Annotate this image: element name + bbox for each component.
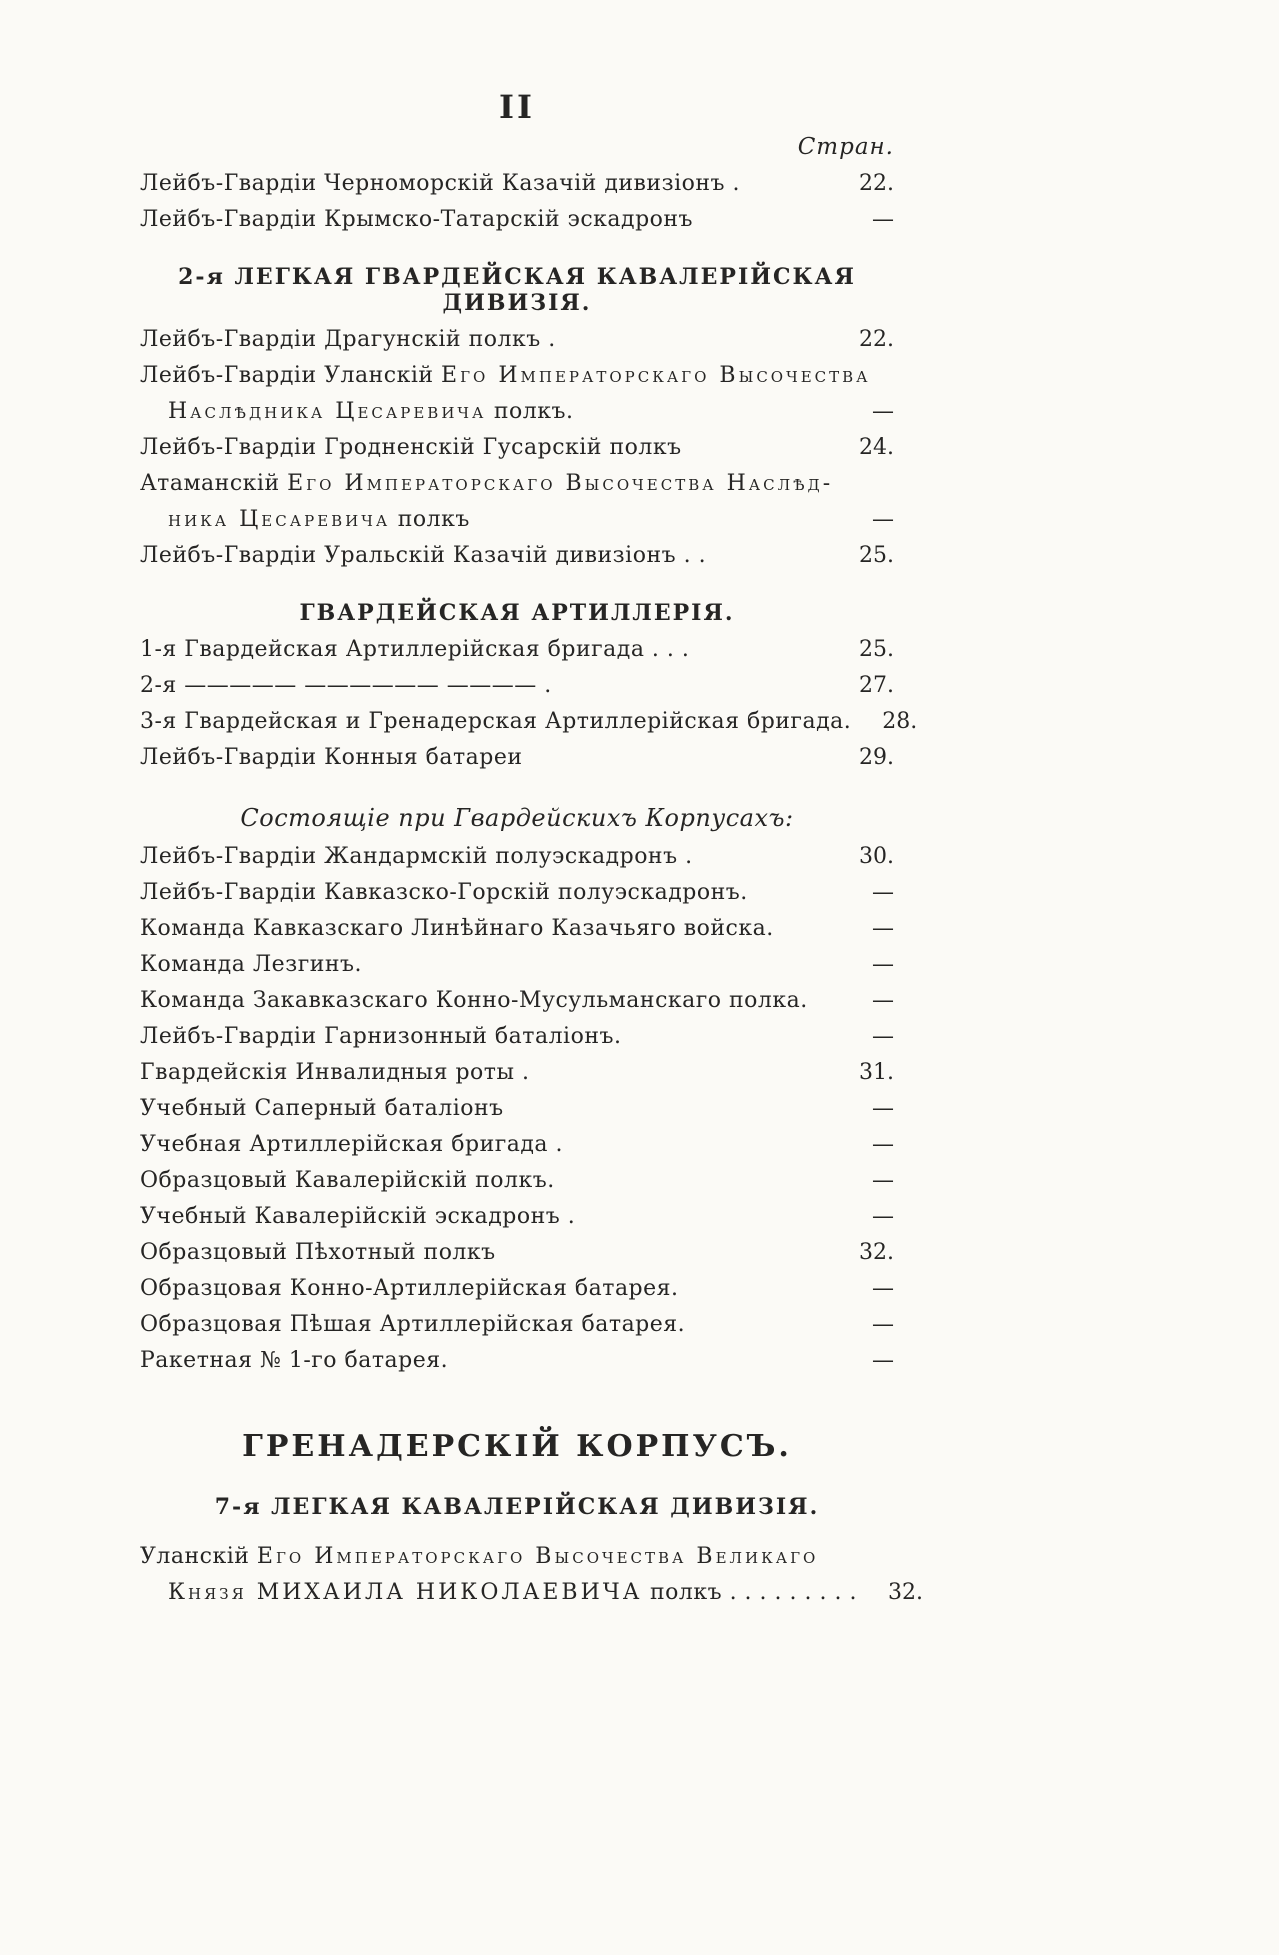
toc-row — [140, 1204, 894, 1229]
text-segment: МИХАИЛА НИКОЛАЕВИЧА — [256, 1580, 643, 1605]
text-segment: Наслѣдника Цесаревича — [168, 399, 487, 424]
toc-entry-title — [140, 1312, 685, 1337]
toc-entry-title — [140, 1544, 818, 1569]
toc-entry-title — [140, 471, 833, 496]
toc-entry-title — [140, 1276, 679, 1301]
toc-row — [140, 1132, 894, 1157]
page-number: II — [499, 88, 535, 126]
toc-entry-title — [140, 1580, 857, 1605]
text-segment: Лейбъ-Гвардіи Жандармскій полуэскадронъ . — [140, 844, 693, 869]
text-segment: Гвардейскія Инвалидныя роты . — [140, 1060, 530, 1085]
toc-entry-page: — — [872, 207, 894, 232]
text-segment: ника Цесаревича — [168, 507, 391, 532]
toc-row — [140, 1024, 894, 1049]
toc-entry-title — [140, 1060, 529, 1085]
toc-row — [140, 916, 894, 941]
toc-row — [140, 1060, 894, 1085]
text-segment: Образцовая Пѣшая Артиллерійская батарея. — [140, 1312, 686, 1337]
toc-row — [140, 1348, 894, 1373]
pages-column-header: Стран. — [797, 134, 894, 160]
toc-row — [140, 637, 894, 662]
toc-row — [140, 471, 894, 496]
toc-entry-title — [140, 844, 693, 869]
text-segment: Лейбъ-Гвардіи Гродненскій Гусарскій полкъ — [140, 435, 682, 460]
toc-entry-page: — — [872, 916, 894, 941]
section-heading: Состоящіе при Гвардейскихъ Корпусахъ: — [240, 804, 794, 832]
text-segment: Его Императорскаго Высочества Великаго — [256, 1544, 819, 1569]
toc-entry-page: — — [872, 1348, 894, 1373]
toc-row — [140, 988, 894, 1013]
toc-row — [140, 952, 894, 977]
toc-row — [140, 1312, 894, 1337]
toc-row — [140, 1096, 894, 1121]
toc-entry-title — [140, 1024, 622, 1049]
table-of-contents — [140, 171, 923, 1605]
toc-row — [140, 543, 894, 568]
text-segment: Его Императорскаго Высочества Наслѣд- — [287, 471, 834, 496]
toc-entry-page: — — [872, 952, 894, 977]
toc-row — [140, 207, 894, 232]
toc-entry-title — [140, 1168, 555, 1193]
text-segment: Лейбъ-Гвардіи Уральскій Казачій дивизіонъ . . — [140, 543, 707, 568]
toc-entry-page: — — [872, 507, 894, 532]
toc-entry-page: 22. — [859, 327, 894, 352]
toc-entry-title — [140, 363, 871, 388]
toc-row — [140, 1168, 894, 1193]
text-segment: 1-я Гвардейская Артиллерійская бригада . . . — [140, 637, 690, 662]
toc-entry-page: — — [872, 880, 894, 905]
text-segment: Атаманскій — [140, 471, 288, 496]
text-segment: 2-я ————— —————— ———— . — [140, 673, 552, 698]
toc-entry-title — [140, 543, 706, 568]
toc-entry-page: — — [872, 1096, 894, 1121]
toc-entry-page: 29. — [859, 745, 894, 770]
toc-entry-title — [140, 507, 470, 532]
text-segment: Лейбъ-Гвардіи Гарнизонный баталіонъ. — [140, 1024, 622, 1049]
section-heading: ГВАРДЕЙСКАЯ АРТИЛЛЕРІЯ. — [299, 600, 735, 626]
toc-row — [140, 507, 894, 532]
toc-row — [140, 745, 894, 770]
toc-row — [140, 363, 894, 388]
toc-entry-title — [140, 1348, 448, 1373]
toc-row — [140, 435, 894, 460]
toc-row — [140, 1544, 894, 1569]
toc-row — [140, 1276, 894, 1301]
toc-entry-page: — — [872, 1024, 894, 1049]
toc-entry-page: 28. — [882, 709, 918, 734]
text-segment: Лейбъ-Гвардіи Кавказско-Горскій полуэскадронъ. — [140, 880, 748, 905]
toc-row — [140, 171, 894, 196]
section-heading: 7-я ЛЕГКАЯ КАВАЛЕРІЙСКАЯ ДИВИЗІЯ. — [214, 1494, 820, 1520]
text-segment: Лейбъ-Гвардіи Крымско-Татарскій эскадронъ — [140, 207, 694, 232]
toc-entry-page: — — [872, 1312, 894, 1337]
toc-entry-page: 30. — [859, 844, 894, 869]
toc-entry-title — [140, 435, 682, 460]
toc-entry-title — [140, 673, 552, 698]
toc-row — [140, 880, 894, 905]
toc-entry-page: 31. — [859, 1060, 894, 1085]
toc-entry-title — [140, 745, 523, 770]
section-heading: 2-я ЛЕГКАЯ ГВАРДЕЙСКАЯ КАВАЛЕРІЙСКАЯ ДИВИЗІЯ. — [178, 264, 856, 316]
text-segment: Лейбъ-Гвардіи Драгунскій полкъ . — [140, 327, 556, 352]
toc-entry-page: — — [872, 988, 894, 1013]
toc-row — [140, 673, 894, 698]
toc-row — [140, 399, 894, 424]
text-segment: Лейбъ-Гвардіи Черноморскій Казачій дивизіонъ . — [140, 171, 741, 196]
toc-entry-page: — — [872, 1276, 894, 1301]
text-segment: 3-я Гвардейская и Гренадерская Артиллерійская бригада. — [140, 709, 852, 734]
toc-entry-title — [140, 171, 740, 196]
text-segment: Лейбъ-Гвардіи Конныя батареи — [140, 745, 523, 770]
toc-entry-page: 25. — [859, 637, 894, 662]
toc-entry-title — [140, 1096, 504, 1121]
toc-entry-page: — — [872, 399, 894, 424]
toc-entry-title — [140, 916, 774, 941]
toc-entry-title — [140, 207, 693, 232]
toc-entry-page: — — [872, 1168, 894, 1193]
toc-entry-title — [140, 1132, 563, 1157]
text-segment: Уланскій — [140, 1544, 257, 1569]
text-segment: Команда Кавказскаго Линѣйнаго Казачьяго войска. — [140, 916, 774, 941]
toc-entry-page: 22. — [859, 171, 894, 196]
text-segment: Образцовая Конно-Артиллерійская батарея. — [140, 1276, 679, 1301]
toc-entry-title — [140, 1204, 575, 1229]
text-segment: полкъ. — [486, 399, 574, 424]
toc-entry-title — [140, 988, 808, 1013]
toc-entry-title — [140, 1240, 496, 1265]
text-segment: полкъ . . . . . . . . . — [642, 1580, 857, 1605]
text-segment: Его Императорскаго Высочества — [441, 363, 871, 388]
toc-entry-page: — — [872, 1132, 894, 1157]
text-segment: Учебный Саперный баталіонъ — [140, 1096, 504, 1121]
toc-entry-title — [140, 952, 362, 977]
toc-row — [140, 1580, 923, 1605]
toc-row — [140, 844, 894, 869]
text-segment: Образцовый Пѣхотный полкъ — [140, 1240, 496, 1265]
toc-entry-page: 25. — [859, 543, 894, 568]
text-segment: Команда Закавказскаго Конно-Мусульманскаго полка. — [140, 988, 808, 1013]
section-heading: ГРЕНАДЕРСКІЙ КОРПУСЪ. — [242, 1429, 792, 1464]
text-segment: Ракетная № 1-го батарея. — [140, 1348, 449, 1373]
text-segment: Лейбъ-Гвардіи Уланскій — [140, 363, 442, 388]
toc-entry-page: 32. — [859, 1240, 894, 1265]
text-segment: Учебный Кавалерійскій эскадронъ . — [140, 1204, 576, 1229]
text-segment: Команда Лезгинъ. — [140, 952, 363, 977]
toc-entry-page: 24. — [859, 435, 894, 460]
toc-entry-title — [140, 637, 689, 662]
toc-entry-page: 32. — [887, 1580, 923, 1605]
toc-entry-page: 27. — [859, 673, 894, 698]
text-segment: Учебная Артиллерійская бригада . — [140, 1132, 564, 1157]
toc-entry-page: — — [872, 1204, 894, 1229]
toc-entry-title — [140, 327, 556, 352]
toc-row — [140, 327, 894, 352]
text-segment: Князя — [168, 1580, 257, 1605]
toc-entry-title — [140, 399, 573, 424]
toc-entry-title — [140, 709, 851, 734]
text-segment: полкъ — [390, 507, 470, 532]
toc-entry-title — [140, 880, 748, 905]
text-segment: Образцовый Кавалерійскій полкъ. — [140, 1168, 555, 1193]
toc-row — [140, 1240, 894, 1265]
toc-row — [140, 709, 918, 734]
